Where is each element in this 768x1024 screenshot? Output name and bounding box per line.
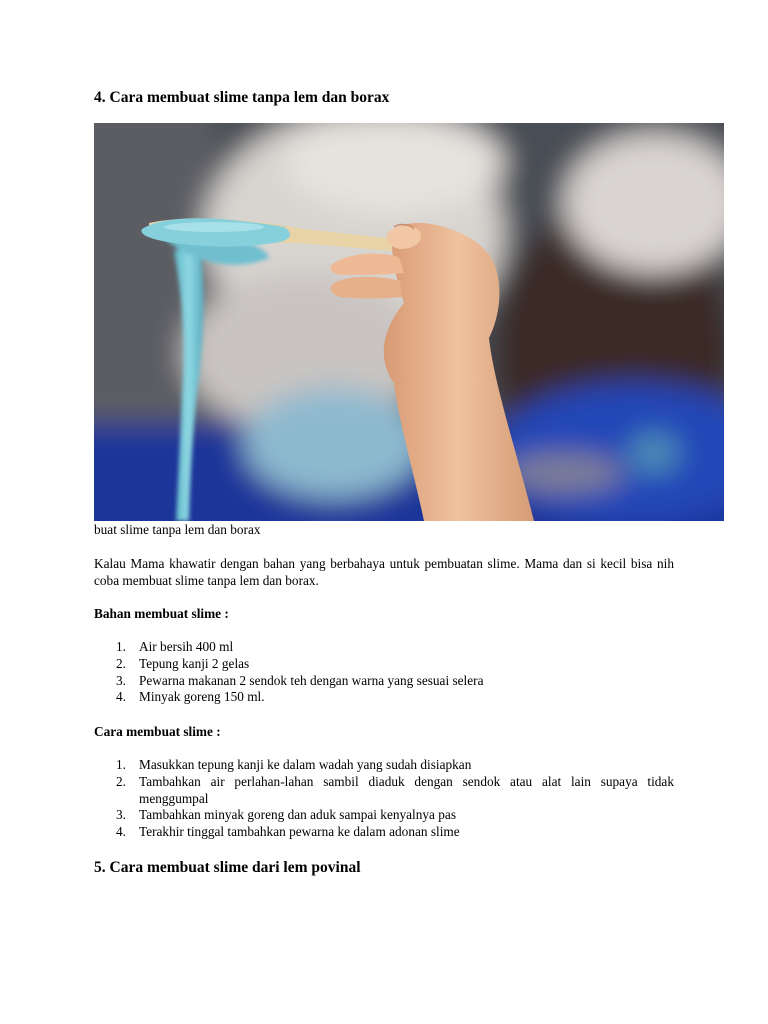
intro-paragraph: Kalau Mama khawatir dengan bahan yang berbahaya untuk pembuatan slime. Mama dan si kecil bisa nih coba membuat slime tanpa lem dan borax. bbox=[94, 556, 674, 588]
list-item bbox=[94, 656, 674, 673]
list-text: Masukkan tepung kanji ke dalam wadah yang sudah disiapkan bbox=[139, 757, 472, 772]
steps-heading: Cara membuat slime : bbox=[94, 724, 221, 739]
section-5-heading: 5. Cara membuat slime dari lem povinal bbox=[94, 859, 361, 876]
list-number: 4. bbox=[116, 689, 126, 705]
list-text: Terakhir tinggal tambahkan pewarna ke dalam adonan slime bbox=[139, 824, 460, 840]
steps-list bbox=[94, 757, 674, 841]
list-number: 2. bbox=[116, 655, 126, 671]
list-text: Air bersih 400 ml bbox=[139, 639, 234, 654]
list-number: 3. bbox=[116, 672, 126, 688]
list-text: Pewarna makanan 2 sendok teh dengan warna yang sesuai selera bbox=[139, 672, 484, 688]
list-text: Tepung kanji 2 gelas bbox=[139, 655, 250, 671]
ingredients-list bbox=[94, 639, 674, 706]
list-number: 1. bbox=[116, 757, 126, 772]
ingredients-heading: Bahan membuat slime : bbox=[94, 606, 229, 621]
list-number: 3. bbox=[116, 807, 126, 823]
list-item bbox=[94, 673, 674, 690]
list-text: Tambahkan air perlahan-lahan sambil diaduk dengan sendok atau alat lain supaya tidak menggumpal bbox=[139, 773, 674, 806]
list-text: Minyak goreng 150 ml. bbox=[139, 689, 265, 705]
list-item bbox=[94, 824, 674, 841]
list-number: 2. bbox=[116, 773, 126, 789]
slime-photo bbox=[94, 123, 724, 521]
list-item bbox=[94, 807, 674, 824]
section-4-heading: 4. Cara membuat slime tanpa lem dan borax bbox=[94, 89, 390, 106]
list-item bbox=[94, 689, 674, 706]
list-text: Tambahkan minyak goreng dan aduk sampai kenyalnya pas bbox=[139, 807, 456, 823]
list-number: 4. bbox=[116, 824, 126, 840]
list-item bbox=[94, 774, 674, 808]
list-item bbox=[94, 757, 674, 774]
photo-caption: buat slime tanpa lem dan borax bbox=[94, 522, 261, 537]
list-number: 1. bbox=[116, 639, 126, 654]
list-item bbox=[94, 639, 674, 656]
